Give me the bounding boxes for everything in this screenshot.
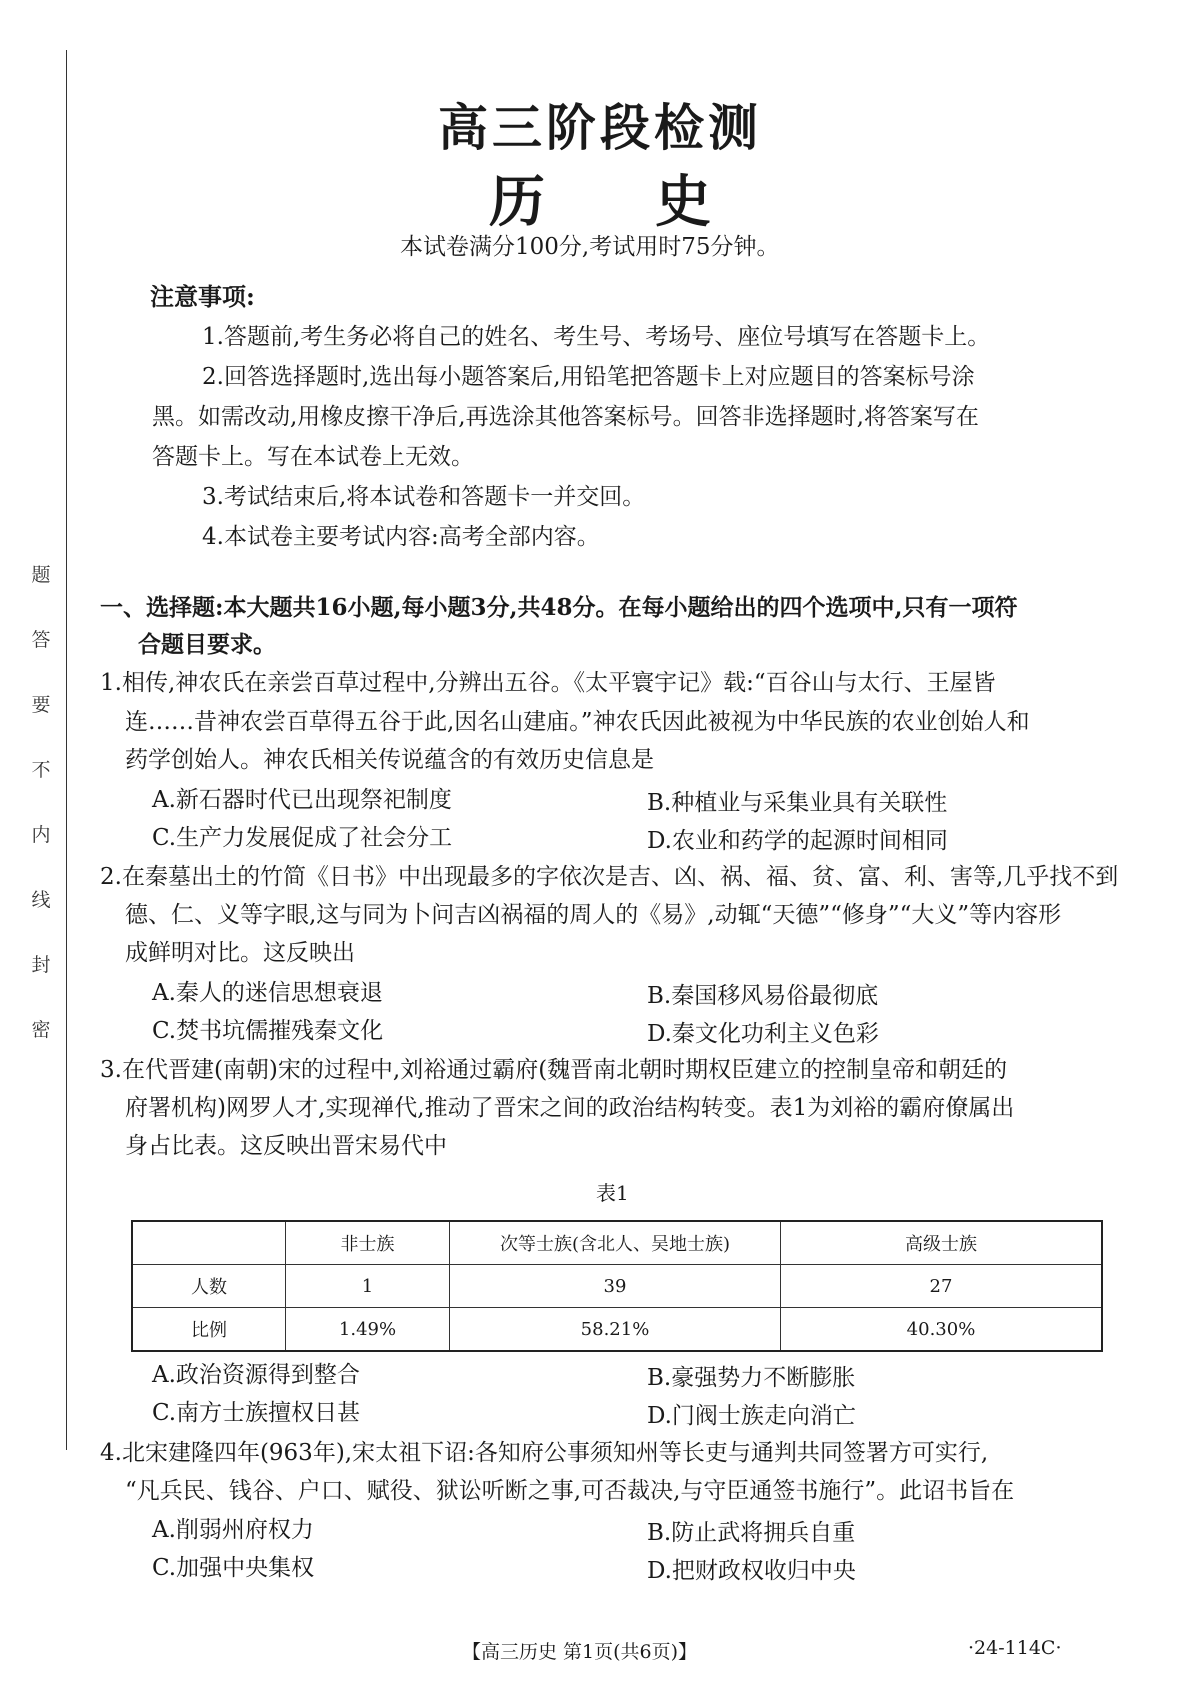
table-header-row	[132, 1221, 1102, 1265]
table-cell: 1.49%	[286, 1308, 450, 1352]
seal-char: 封	[31, 954, 51, 976]
question-1-text: 1.相传,神农氏在亲尝百草过程中,分辨出五谷。《太平寰宇记》载:“百谷山与太行、王屋皆	[100, 670, 996, 696]
seal-char: 内	[31, 824, 51, 846]
question-1-option-a: A.新石器时代已出现祭祀制度	[152, 787, 452, 813]
question-4-option-d: D.把财政权收归中央	[647, 1558, 856, 1584]
binding-margin-line	[66, 50, 67, 1450]
note-line: 黑。如需改动,用橡皮擦干净后,再选涂其他答案标号。回答非选择题时,将答案写在	[152, 404, 979, 430]
section-heading: 一、选择题:本大题共16小题,每小题3分,共48分。在每小题给出的四个选项中,只有一项符	[100, 594, 1018, 621]
table-cell: 39	[450, 1265, 781, 1308]
table-caption: 表1	[596, 1181, 629, 1205]
question-4-option-c: C.加强中央集权	[152, 1555, 315, 1581]
note-line: 答题卡上。写在本试卷上无效。	[152, 444, 474, 470]
note-line: 3.考试结束后,将本试卷和答题卡一并交回。	[202, 484, 646, 510]
question-4-option-a: A.削弱州府权力	[152, 1517, 314, 1543]
table-cell: 人数	[132, 1265, 286, 1308]
table-header-cell: 高级士族	[781, 1221, 1103, 1265]
question-3-option-a: A.政治资源得到整合	[152, 1362, 360, 1388]
question-1-text: 药学创始人。神农氏相关传说蕴含的有效历史信息是	[125, 747, 654, 773]
question-4-text: “凡兵民、钱谷、户口、赋役、狱讼听断之事,可否裁决,与守臣通签书施行”。此诏书旨在	[125, 1478, 1015, 1504]
table-cell: 58.21%	[450, 1308, 781, 1352]
question-3-text: 3.在代晋建(南朝)宋的过程中,刘裕通过霸府(魏晋南北朝时期权臣建立的控制皇帝和朝廷的	[100, 1057, 1008, 1083]
seal-char: 题	[31, 564, 51, 586]
question-1-option-c: C.生产力发展促成了社会分工	[152, 825, 453, 851]
table-cell: 1	[286, 1265, 450, 1308]
table-header-cell: 次等士族(含北人、吴地士族)	[450, 1221, 781, 1265]
seal-char: 答	[31, 629, 51, 651]
question-2-option-a: A.秦人的迷信思想衰退	[152, 980, 383, 1006]
table-cell: 27	[781, 1265, 1103, 1308]
question-3-text: 府署机构)网罗人才,实现禅代,推动了晋宋之间的政治结构转变。表1为刘裕的霸府僚属出	[125, 1095, 1015, 1121]
question-1-option-d: D.农业和药学的起源时间相同	[647, 828, 948, 854]
question-4-option-b: B.防止武将拥兵自重	[647, 1520, 856, 1546]
table-row	[132, 1308, 1102, 1352]
seal-char: 线	[31, 889, 51, 911]
note-line: 2.回答选择题时,选出每小题答案后,用铅笔把答题卡上对应题目的答案标号涂	[202, 364, 975, 390]
table-cell: 比例	[132, 1308, 286, 1352]
notes-heading: 注意事项:	[150, 282, 255, 311]
exam-info: 本试卷满分100分,考试用时75分钟。	[400, 234, 780, 260]
question-1-option-b: B.种植业与采集业具有关联性	[647, 790, 948, 816]
question-2-text: 成鲜明对比。这反映出	[125, 940, 355, 966]
question-2-option-d: D.秦文化功利主义色彩	[647, 1021, 879, 1047]
exam-title: 高三阶段检测	[438, 98, 762, 157]
seal-char: 要	[31, 694, 51, 716]
question-2-option-b: B.秦国移风易俗最彻底	[647, 983, 879, 1009]
question-2-text: 德、仁、义等字眼,这与同为卜问吉凶祸福的周人的《易》,动辄“天德”“修身”“大义”等内容形	[125, 902, 1062, 928]
exam-code: ·24-114C·	[968, 1637, 1062, 1659]
subject-title: 历史	[489, 169, 821, 235]
table-row	[132, 1265, 1102, 1308]
seal-char: 密	[31, 1019, 51, 1041]
question-1-text: 连……昔神农尝百草得五谷于此,因名山建庙。”神农氏因此被视为中华民族的农业创始人和	[125, 709, 1030, 735]
question-3-text: 身占比表。这反映出晋宋易代中	[125, 1133, 447, 1159]
section-heading-cont: 合题目要求。	[138, 631, 276, 658]
question-3-option-b: B.豪强势力不断膨胀	[647, 1365, 856, 1391]
table-header-cell	[132, 1221, 286, 1265]
table-1	[131, 1220, 1103, 1352]
note-line: 4.本试卷主要考试内容:高考全部内容。	[202, 524, 600, 550]
question-4-text: 4.北宋建隆四年(963年),宋太祖下诏:各知府公事须知州等长吏与通判共同签署方可实行,	[100, 1440, 989, 1466]
table-cell: 40.30%	[781, 1308, 1103, 1352]
question-2-option-c: C.焚书坑儒摧残秦文化	[152, 1018, 384, 1044]
page-footer: 【高三历史 第1页(共6页)】	[462, 1641, 698, 1663]
note-line: 1.答题前,考生务必将自己的姓名、考生号、考场号、座位号填写在答题卡上。	[202, 324, 991, 350]
question-2-text: 2.在秦墓出土的竹简《日书》中出现最多的字依次是吉、凶、祸、福、贫、富、利、害等,几乎找不到	[100, 864, 1119, 890]
table-header-cell: 非士族	[286, 1221, 450, 1265]
seal-char: 不	[31, 759, 51, 781]
question-3-option-d: D.门阀士族走向消亡	[647, 1403, 856, 1429]
question-3-option-c: C.南方士族擅权日甚	[152, 1400, 361, 1426]
